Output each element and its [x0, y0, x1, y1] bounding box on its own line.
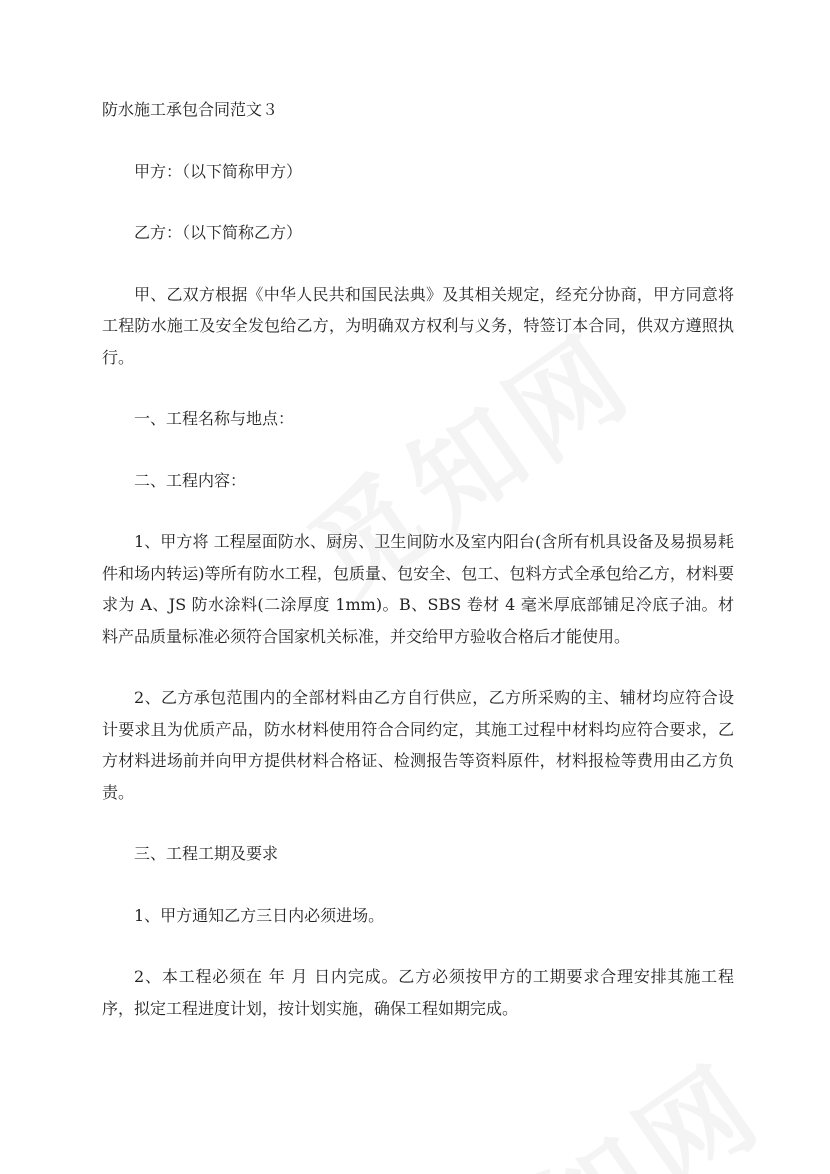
clause-3-1: 1、甲方通知乙方三日内必须进场。: [134, 905, 385, 925]
preamble-paragraph: 甲、乙双方根据《中华人民共和国民法典》及其相关规定，经充分协商，甲方同意将 工程防水施工及安全发包给乙方，为明确双方权利与义务，特签订本合同，供双方遵照执行。: [102, 284, 734, 367]
party-a-line: 甲方：（以下简称甲方）: [134, 161, 303, 181]
party-b-line: 乙方：（以下简称乙方）: [134, 223, 303, 242]
clause-3-2: 2、本工程必须在 年 月 日内完成。乙方必须按甲方的工期要求合理安排其施工程序，拟定工程进度计划，按计划实施，确保工程如期完成。: [102, 967, 734, 1018]
section-heading-1: 一、工程名称与地点：: [134, 409, 295, 428]
section-heading-2: 二、工程内容：: [134, 470, 247, 490]
document-body: [102, 94, 734, 1024]
clause-2-1: 1、甲方将 工程屋面防水、厨房、卫生间防水及室内阳台(含所有机具设备及易损易耗件和场内转运)等所有防水工程，包质量、包安全、包工、包料方式全承包给乙方，材料要求为 A、JS 防水涂料(二涂厚度 1mm)。B、SBS 卷材 4 毫米厚底部铺足冷底子油。材料产品质量标准必须符合国家机关标准，并交给甲方验收合格后才能使用。: [102, 532, 734, 646]
document-title: 防水施工承包合同范文３: [102, 100, 279, 119]
watermark-bottom: [397, 999, 823, 1174]
section-heading-3: 三、工程工期及要求: [134, 844, 279, 863]
clause-2-2: 2、乙方承包范围内的全部材料由乙方自行供应，乙方所采购的主、辅材均应符合设计要求且为优质产品，防水材料使用符合合同约定，其施工过程中材料均应符合要求，乙方材料进场前并向甲方提供材料合格证、检测报告等资料原件，材料报检等费用由乙方负责。: [102, 688, 734, 802]
